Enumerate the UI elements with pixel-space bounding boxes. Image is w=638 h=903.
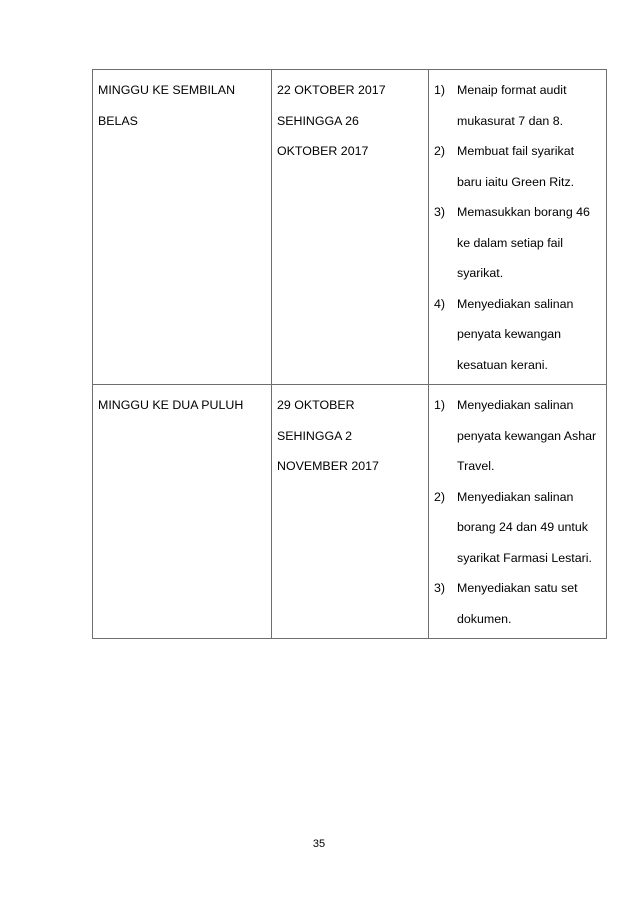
task-list [434,75,601,380]
list-item [434,197,601,289]
list-item [434,136,601,197]
list-item-text: Menaip format audit mukasurat 7 dan 8. [457,83,567,128]
list-item-number: 3) [434,581,446,595]
list-item-text: Menyediakan salinan penyata kewangan kesatuan kerani. [457,296,574,372]
list-item-text: Menyediakan satu set dokumen. [457,581,578,626]
list-item-number: 1) [434,83,446,97]
week-cell: MINGGU KE SEMBILAN BELAS [93,70,272,385]
page-number: 35 [312,838,326,850]
list-item-text: Memasukkan borang 46 ke dalam setiap fail syarikat. [457,205,590,280]
list-item-text: Membuat fail syarikat baru iaitu Green Ritz. [457,144,575,189]
list-item [434,289,601,381]
date-range-cell: 29 OKTOBER SEHINGGA 2 NOVEMBER 2017 [272,385,429,639]
list-item [434,573,601,634]
task-list [434,390,601,634]
table-row [93,385,607,639]
week-cell: MINGGU KE DUA PULUH [93,385,272,639]
list-item-number: 1) [434,398,446,412]
list-item-number: 2) [434,489,446,504]
list-item-number: 4) [434,296,446,311]
list-item-number: 3) [434,205,446,219]
list-item-text: Menyediakan salinan penyata kewangan Ashar Travel. [457,398,597,473]
list-item-number: 2) [434,144,446,158]
tasks-cell [429,70,607,385]
weekly-activity-table [92,69,607,639]
date-range-cell: 22 OKTOBER 2017 SEHINGGA 26 OKTOBER 2017 [272,70,429,385]
list-item [434,390,601,482]
list-item [434,482,601,574]
tasks-cell [429,385,607,639]
list-item-text: Menyediakan salinan borang 24 dan 49 untuk syarikat Farmasi Lestari. [457,489,592,565]
list-item [434,75,601,136]
table-row [93,70,607,385]
